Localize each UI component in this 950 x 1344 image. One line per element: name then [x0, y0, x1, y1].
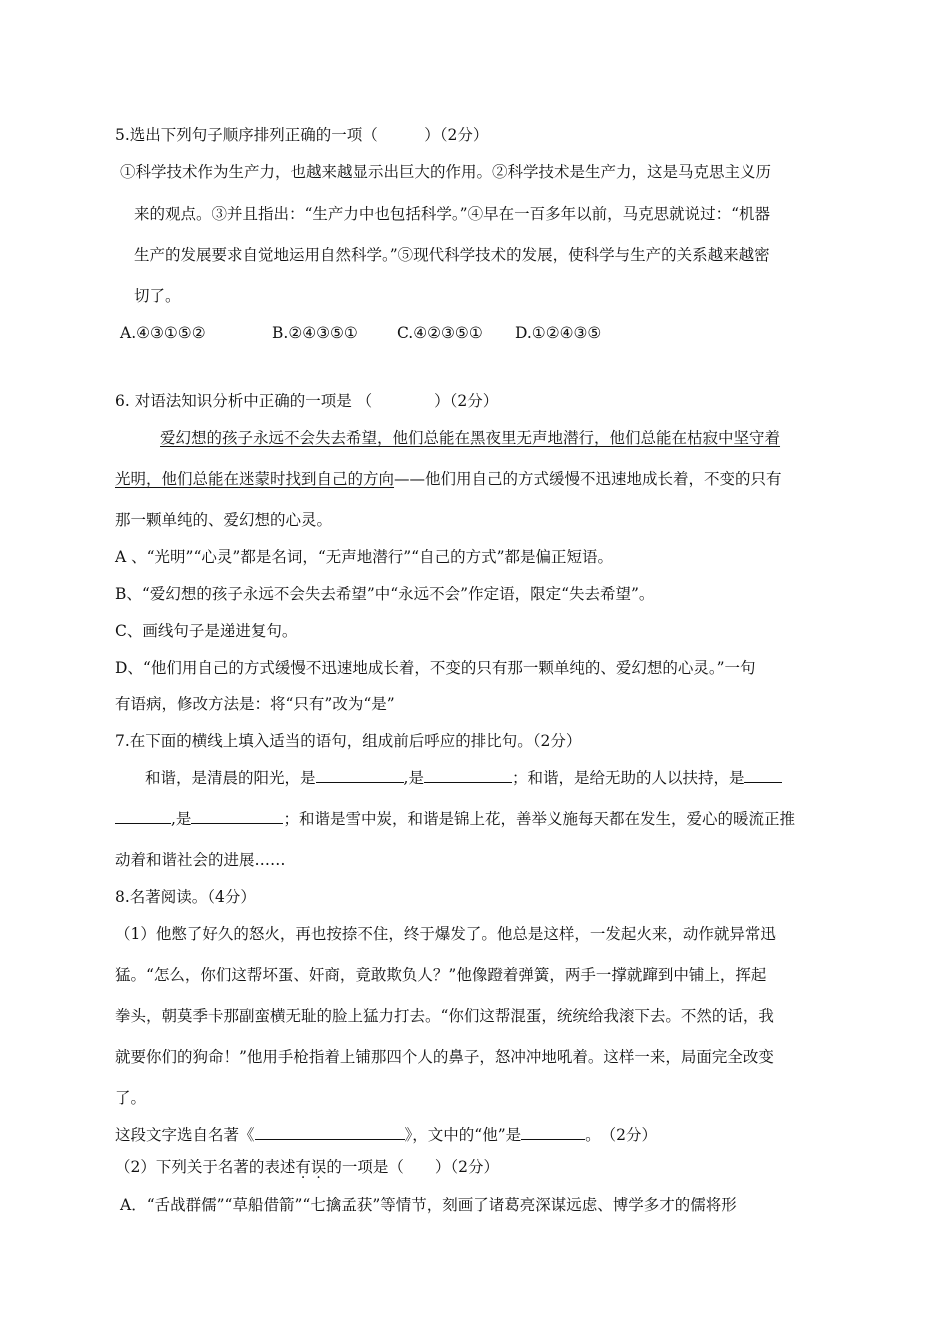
q6-option-d-line-1: D、“他们用自己的方式缓慢不迅速地成长着，不变的只有那一颗单纯的、爱幻想的心灵。”一句 — [115, 659, 756, 677]
q5-option-a: A.④③①⑤② — [120, 324, 206, 342]
q8-sub2-text-2: 的一项是（ ）（2分） — [326, 1158, 500, 1176]
q8-passage-line-2: 猛。“怎么，你们这帮坏蛋、奸商，竟敢欺负人？”他像蹬着弹簧，两手一撑就蹿到中铺上，挥起 — [115, 966, 767, 984]
q7-text-3: ；和谐，是给无助的人以扶持，是 — [511, 769, 745, 787]
q6-passage-rest: ——他们用自己的方式缓慢不迅速地成长着，不变的只有 — [394, 470, 782, 488]
q8-sub1-question — [115, 1125, 657, 1145]
q7-text-4: ,是 — [171, 810, 192, 828]
q6-option-c: C、画线句子是递进复句。 — [115, 622, 298, 640]
q6-passage-underlined-2: 光明，他们总能在迷蒙时找到自己的方向 — [115, 470, 395, 488]
q5-passage-line-1: ①科学技术作为生产力，也越来越显示出巨大的作用。②科学技术是生产力，这是马克思主义历 — [120, 163, 772, 181]
q5-passage-line-3: 生产的发展要求自觉地运用自然科学。”⑤现代科学技术的发展，使科学与生产的关系越来越密 — [134, 246, 770, 264]
q8-sub2-option-a: A．“舌战群儒”“草船借箭”“七擒孟获”等情节，刻画了诸葛亮深谋远虑、博学多才的儒将形 — [120, 1196, 737, 1214]
q8-sub1-text-2: 》，文中的“他”是 — [404, 1126, 522, 1144]
q8-sub1-text-3: 。 （2分） — [585, 1126, 657, 1144]
q7-blank-4[interactable] — [191, 809, 283, 824]
q8-passage-line-5: 了。 — [115, 1089, 147, 1107]
q8-sub2-text-1: （2）下列关于名著的表述 — [115, 1158, 296, 1176]
q7-text-1: 和谐，是清晨的阳光，是 — [145, 769, 316, 787]
q5-stem: 5.选出下列句子顺序排列正确的一项（ ）（2分） — [115, 126, 489, 144]
q5-option-c: C.④②③⑤① — [397, 324, 483, 342]
q7-blank-1[interactable] — [316, 768, 404, 783]
q6-passage-line-2 — [115, 469, 782, 489]
q7-line-2 — [115, 809, 795, 829]
q6-passage-underlined-1: 爱幻想的孩子永远不会失去希望，他们总能在黑夜里无声地潜行，他们总能在枯寂中坚守着 — [160, 429, 781, 447]
q8-stem: 8.名著阅读。（4分） — [115, 888, 256, 906]
q6-option-a: A 、“光明”“心灵”都是名词，“无声地潜行”“自己的方式”都是偏正短语。 — [115, 548, 614, 566]
q5-passage-line-4: 切了。 — [134, 287, 181, 305]
q8-passage-line-1: （1）他憋了好久的怒火，再也按捺不住，终于爆发了。他总是这样，一发起火来，动作就异常迅 — [115, 925, 776, 943]
q6-stem: 6. 对语法知识分析中正确的一项是 （ ）（2分） — [115, 392, 499, 410]
q7-blank-3[interactable] — [744, 768, 782, 783]
q5-passage-line-2: 来的观点。③并且指出：“生产力中也包括科学。”④早在一百多年以前，马克思就说过：“机器 — [134, 205, 771, 223]
q7-line-1 — [145, 768, 782, 788]
q7-blank-2[interactable] — [424, 768, 512, 783]
q8-character-blank[interactable] — [521, 1125, 585, 1140]
q7-stem: 7.在下面的横线上填入适当的语句，组成前后呼应的排比句。（2分） — [115, 732, 582, 750]
q7-blank-3-cont[interactable] — [115, 809, 171, 824]
q6-passage-line-3: 那一颗单纯的、爱幻想的心灵。 — [115, 511, 333, 529]
q8-emphasis-char-2: 误 — [310, 1158, 327, 1176]
q5-option-b: B.②④③⑤① — [272, 324, 358, 342]
q7-line-3: 动着和谐社会的进展…… — [115, 851, 286, 869]
q8-emphasis-char-1: 有 — [295, 1158, 311, 1176]
q8-sub2-stem — [115, 1157, 499, 1177]
q7-text-2: ,是 — [403, 769, 424, 787]
q8-passage-line-3: 拳头，朝莫季卡那副蛮横无耻的脸上猛力打去。“你们这帮混蛋，统统给我滚下去。不然的话，我 — [115, 1007, 774, 1025]
q5-option-d: D.①②④③⑤ — [515, 324, 602, 342]
q6-option-b: B、“爱幻想的孩子永远不会失去希望”中“永远不会”作定语，限定“失去希望”。 — [115, 585, 655, 603]
q6-option-d-line-2: 有语病，修改方法是：将“只有”改为“是” — [115, 695, 395, 713]
q8-sub1-text-1: 这段文字选自名著《 — [115, 1126, 255, 1144]
q7-text-5: ；和谐是雪中炭，和谐是锦上花，善举义施每天都在发生，爱心的暖流正推 — [283, 810, 795, 828]
q8-book-title-blank[interactable] — [255, 1125, 405, 1140]
q8-passage-line-4: 就要你们的狗命！”他用手枪指着上铺那四个人的鼻子，怒冲冲地吼着。这样一来，局面完全改变 — [115, 1048, 774, 1066]
